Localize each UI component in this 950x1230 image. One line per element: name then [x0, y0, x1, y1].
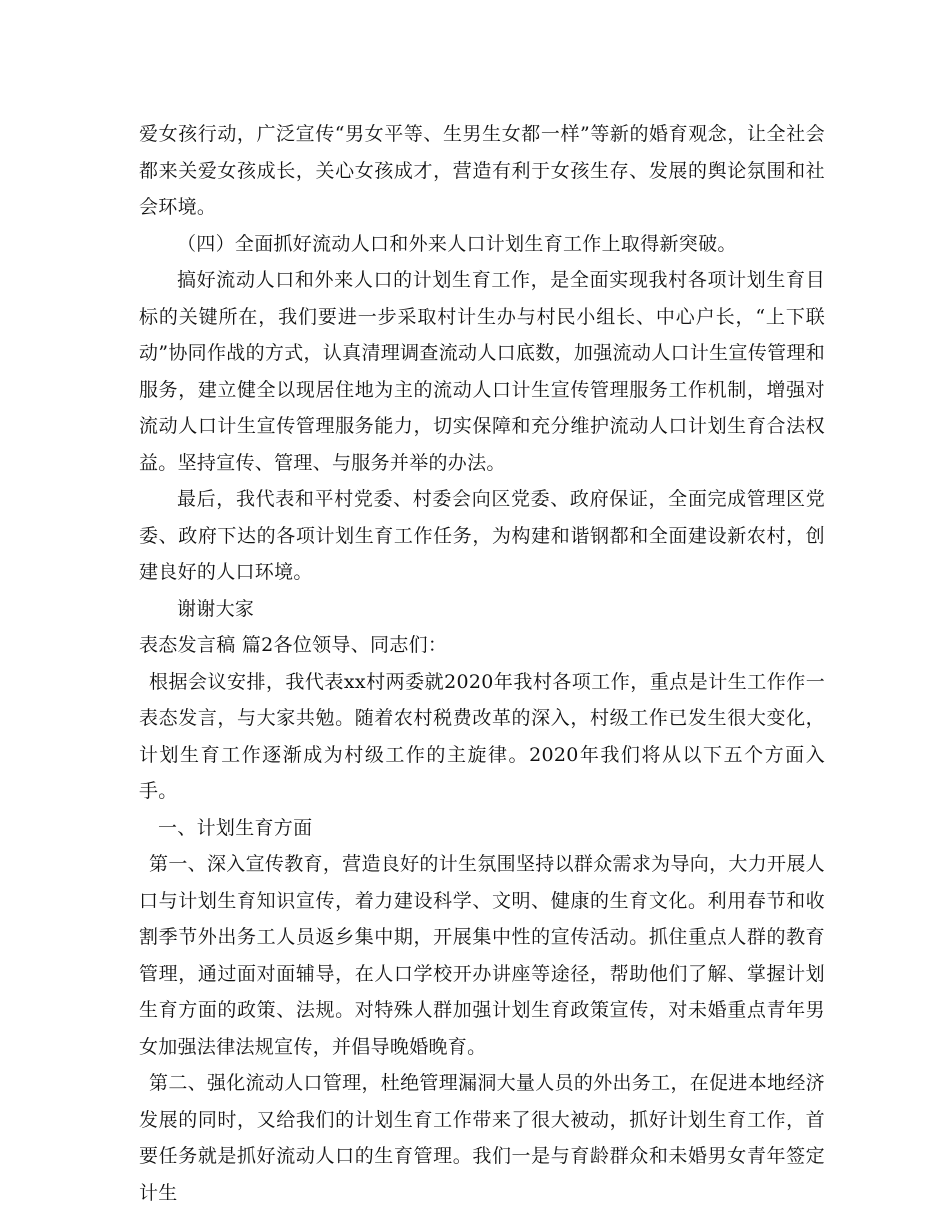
section-heading-four: （四）全面抓好流动人口和外来人口计划生育工作上取得新突破。: [177, 232, 737, 255]
speech-title: 表态发言稿 篇2各位领导、同志们：: [139, 634, 448, 656]
paragraph-continuation: 爱女孩行动，广泛宣传“男女平等、生男生女都一样”等新的婚育观念，让全社会都来关爱女孩成长，关心女孩成才，营造有利于女孩生存、发展的舆论氛围和社会环境。: [139, 123, 825, 218]
paragraph-second: 第二、强化流动人口管理，杜绝管理漏洞大量人员的外出务工，在促进本地经济发展的同时，又给我们的计划生育工作带来了很大被动，抓好计划生育工作，首要任务就是抓好流动人口的生育管理。我们一是与育龄群众和未婚男女青年签定计生: [139, 1072, 825, 1204]
document-body: [139, 116, 825, 1211]
paragraph-floating-population: 搞好流动人口和外来人口的计划生育工作，是全面实现我村各项计划生育目标的关键所在，我们要进一步采取村计生办与村民小组长、中心户长，“上下联动”协同作战的方式，认真清理调查流动人口底数，加强流动人口计生宣传管理和服务，建立健全以现居住地为主的流动人口计生宣传管理服务工作机制，增强对流动人口计生宣传管理服务能力，切实保障和充分维护流动人口计划生育合法权益。坚持宣传、管理、与服务并举的办法。: [139, 269, 825, 474]
paragraph-closing: 最后，我代表和平村党委、村委会向区党委、政府保证，全面完成管理区党委、政府下达的各项计划生育工作任务，为构建和谐钢都和全面建设新农村，创建良好的人口环境。: [139, 488, 825, 583]
paragraph-thanks: 谢谢大家: [177, 597, 255, 620]
section-heading-one: 一、计划生育方面: [158, 816, 313, 839]
paragraph-first: 第一、深入宣传教育，营造良好的计生氛围坚持以群众需求为导向，大力开展人口与计划生育知识宣传，着力建设科学、文明、健康的生育文化。利用春节和收割季节外出务工人员返乡集中期，开展集中性的宣传活动。抓住重点人群的教育管理，通过面对面辅导，在人口学校开办讲座等途径，帮助他们了解、掌握计划生育方面的政策、法规。对特殊人群加强计划生育政策宣传，对未婚重点青年男女加强法律法规宣传，并倡导晚婚晚育。: [139, 853, 825, 1058]
paragraph-intro: 根据会议安排，我代表xx村两委就2020年我村各项工作，重点是计生工作作一表态发言，与大家共勉。随着农村税费改革的深入，村级工作已发生很大变化，计划生育工作逐渐成为村级工作的主旋律。2020年我们将从以下五个方面入手。: [139, 670, 825, 802]
